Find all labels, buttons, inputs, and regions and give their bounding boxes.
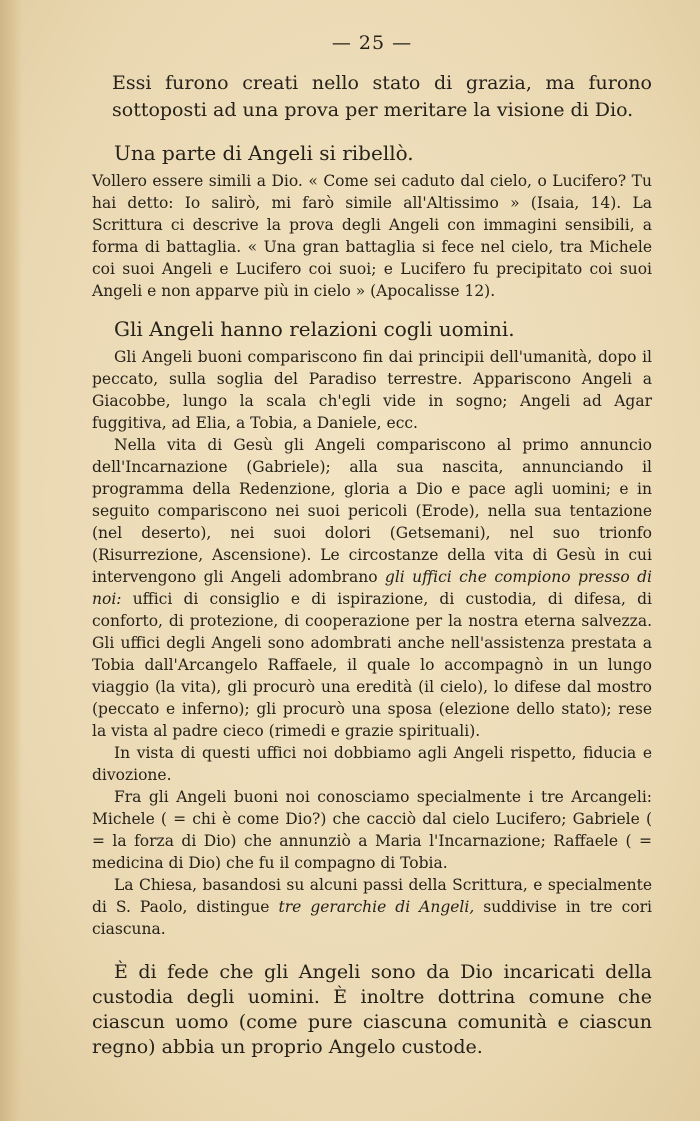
rebellion-paragraph: Vollero essere simili a Dio. « Come sei caduto dal cielo, o Lucifero? Tu hai detto: Io salirò, mi farò simile all'Altissimo » (Isaia, 14). La Scrittura ci descrive la prova degli Angeli con immagini sensibili, a forma di battaglia. « Una gran battaglia si fece nel cielo, tra Michele coi suoi Angeli e Lucifero coi suoi; e Lucifero fu precipitato coi suoi Angeli e non apparve più in cielo » (Apocalisse 12). [92, 172, 652, 300]
page-content [92, 32, 652, 1060]
relations-paragraph-5 [92, 874, 652, 940]
relations-paragraph-2-start: Nella vita di Gesù gli Angeli compariscono al primo annuncio dell'Incarnazione (Gabriele); alla sua nascita, annunciando il programma della Redenzione, gloria a Dio e pace agli uomini; e in seguito compariscono nei suoi pericoli (Erode), nella sua tentazione (nel deserto), nei suoi dolori (Getsemani), nel suo trionfo (Risurrezione, Ascensione). Le circostanze della vita di Gesù in cui intervengono gli Angeli adombrano [92, 436, 652, 586]
heading-rebellion: Una parte di Angeli si ribellò. [114, 141, 414, 165]
relations-paragraph-4: Fra gli Angeli buoni noi conosciamo specialmente i tre Arcangeli: Michele ( = chi è come Dio?) che cacciò dal cielo Lucifero; Gabriele ( = la forza di Dio) che annunziò a Maria l'Incarnazione; Raffaele ( = medicina di Dio) che fu il compagno di Tobia. [92, 788, 652, 872]
closing-paragraph: È di fede che gli Angeli sono da Dio incaricati della custodia degli uomini. È inoltre dottrina comune che ciascun uomo (come pure ciascuna comunità e ciascun regno) abbia un proprio Angelo custode. [92, 961, 652, 1058]
relations-paragraph-2 [92, 434, 652, 742]
relations-paragraph-2-end: uffici di consiglio e di ispirazione, di custodia, di difesa, di conforto, di protezione, di cooperazione per la nostra eterna salvezza. Gli uffici degli Angeli sono adombrati anche nell'assistenza prestata a Tobia dall'Arcangelo Raffaele, il quale lo accompagnò in un lungo viaggio (la vita), gli procurò una eredità (il cielo), lo difese dal mostro (peccato e inferno); gli procurò una sposa (elezione dello stato); rese la vista al padre cieco (rimedi e grazie spirituali). [92, 590, 652, 740]
relations-paragraph-1: Gli Angeli buoni compariscono fin dai principii dell'umanità, dopo il peccato, sulla soglia del Paradiso terrestre. Appariscono Angeli a Giacobbe, lungo la scala ch'egli vide in sogno; Angeli ad Agar fuggitiva, ad Elia, a Tobia, a Daniele, ecc. [92, 348, 652, 432]
heading-relations: Gli Angeli hanno relazioni cogli uomini. [114, 317, 515, 341]
relations-paragraph-3: In vista di questi uffici noi dobbiamo agli Angeli rispetto, fiducia e divozione. [92, 744, 652, 784]
intro-paragraph: Essi furono creati nello stato di grazia, ma furono sottoposti ad una prova per meritare la visione di Dio. [112, 72, 652, 121]
page-number: — 25 — [331, 32, 413, 54]
relations-paragraph-2-italic: gli uffici che compiono presso di noi: [92, 568, 652, 608]
relations-paragraph-5-start: La Chiesa, basandosi su alcuni passi della Scrittura, e specialmente di S. Paolo, distingue [92, 876, 652, 916]
page-binding-shadow [0, 0, 22, 1121]
relations-paragraph-5-italic: tre gerarchie di Angeli, [278, 898, 475, 916]
relations-paragraph-5-end: suddivise in tre cori ciascuna. [92, 898, 652, 938]
